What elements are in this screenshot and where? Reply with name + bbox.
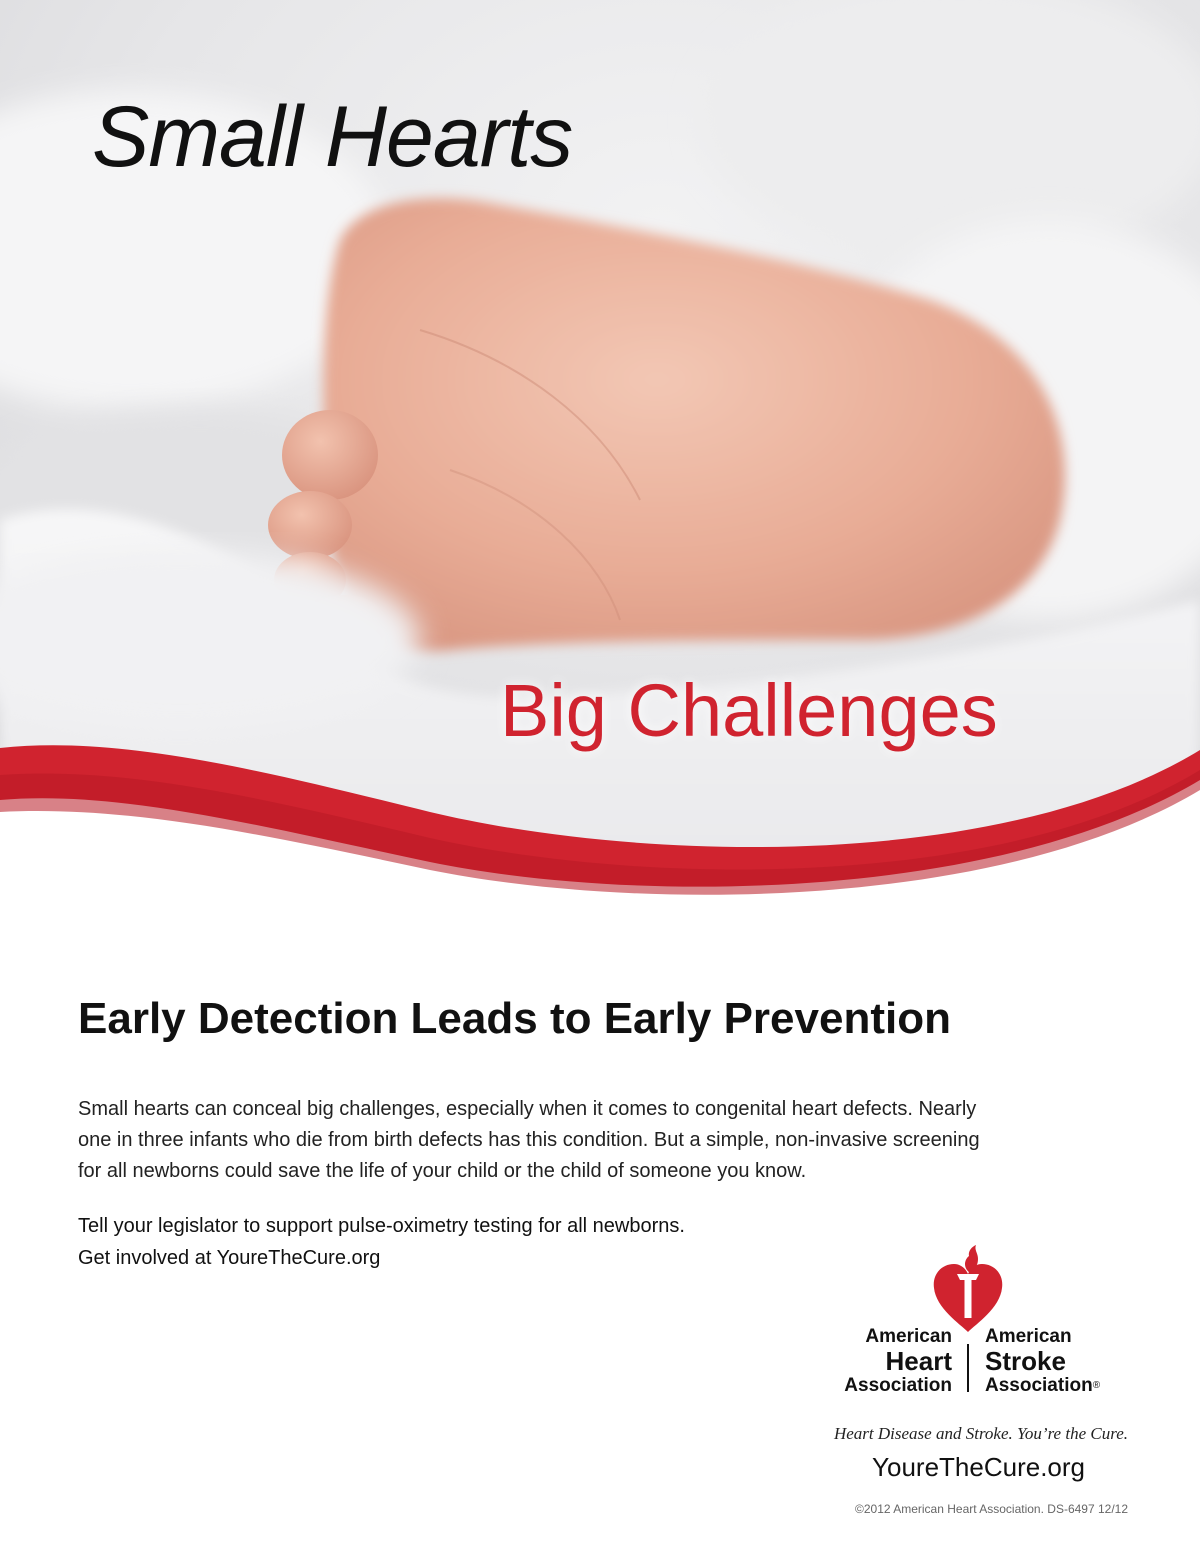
registered-mark: ® xyxy=(1092,1380,1101,1391)
stroke-org-line3: Association xyxy=(985,1375,1093,1397)
stroke-org-line3-wrap xyxy=(985,1375,1145,1397)
body-paragraph xyxy=(78,1094,1038,1187)
page-headline: Early Detection Leads to Early Prevention xyxy=(78,994,951,1043)
hero-title-big: Big Challenges xyxy=(500,669,998,752)
footer-url[interactable]: YoureTheCure.org xyxy=(872,1452,1085,1482)
logo-divider xyxy=(967,1344,969,1392)
hero-title-small: Small Hearts xyxy=(92,89,573,185)
body-line: for all newborns could save the life of your child or the child of someone you know. xyxy=(78,1160,807,1182)
heart-org-line3: Association xyxy=(844,1375,952,1396)
call-to-action xyxy=(78,1210,685,1274)
heart-torch-icon xyxy=(930,1244,1006,1336)
body-line: Small hearts can conceal big challenges, especially when it comes to congenital heart defects. Nearly xyxy=(78,1098,977,1120)
footer-copyright: ©2012 American Heart Association. DS-6497 12/12 xyxy=(855,1502,1128,1516)
cta-legislator-line: Tell your legislator to support pulse-oximetry testing for all newborns. xyxy=(78,1215,685,1237)
heart-association-wordmark xyxy=(800,1326,952,1397)
heart-org-line2: Heart xyxy=(885,1346,952,1376)
stroke-association-wordmark xyxy=(985,1326,1145,1397)
stroke-org-line1: American xyxy=(985,1326,1072,1347)
heart-org-line1: American xyxy=(865,1326,952,1347)
footer-tagline: Heart Disease and Stroke. You’re the Cure. xyxy=(833,1424,1128,1443)
stroke-org-line2: Stroke xyxy=(985,1346,1066,1376)
body-line: one in three infants who die from birth defects has this condition. But a simple, non-invasive screening xyxy=(78,1129,980,1151)
cta-get-involved-line: Get involved at YoureTheCure.org xyxy=(78,1247,381,1269)
